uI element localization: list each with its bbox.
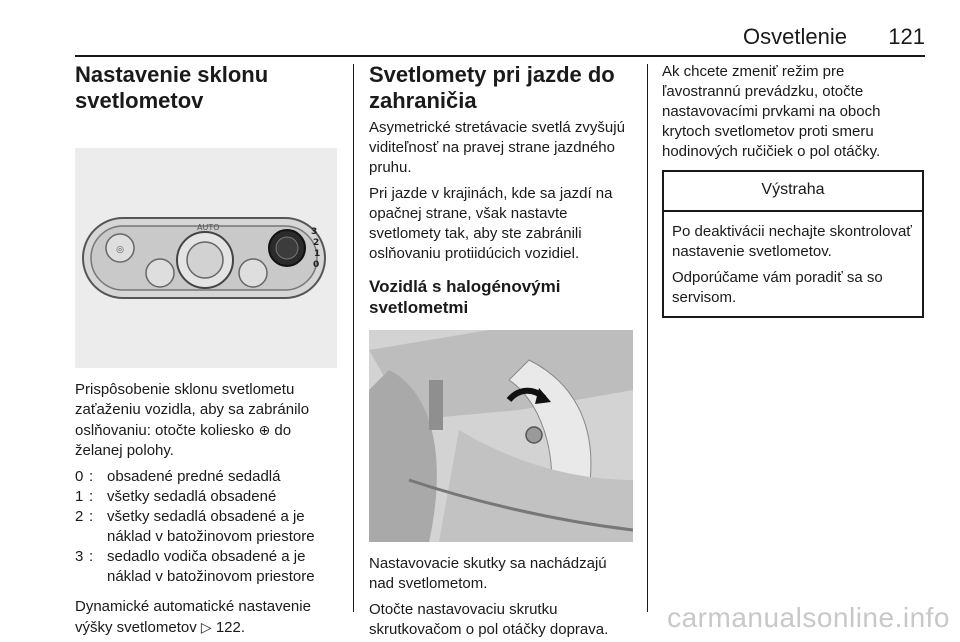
column-divider <box>647 64 648 612</box>
paragraph: Ak chcete zmeniť režim pre ľavostrannú prevádzku, otočte nastavovacími prvkami na oboch krytoch svetlometov proti smeru hodinových ručičiek o pol otáčky. <box>662 63 881 160</box>
light-switch-panel-illustration <box>75 148 337 368</box>
halogen-subheading: Vozidlá s halogénovými svetlometmi <box>369 277 561 317</box>
section-title: Osvetlenie <box>743 24 847 49</box>
wheel-position-label: 2 <box>313 238 320 248</box>
svg-text:◎: ◎ <box>116 245 124 255</box>
paragraph: Asymetrické stretávacie svetlá zvyšujú viditeľnosť na pravej strane jazdného pruhu. <box>369 119 625 176</box>
headlight-range-icon: ⊕ <box>258 422 271 438</box>
driving-abroad-heading: Svetlomety pri jazde do zahraničia <box>369 62 615 113</box>
warning-box <box>662 170 924 318</box>
warning-text: Po deaktivácii nechajte skontrolovať nastavenie svetlometov. <box>672 223 912 260</box>
warning-body <box>664 212 922 316</box>
wheel-position-label: 0 <box>313 260 320 270</box>
auto-label: AUTO <box>197 223 220 232</box>
column-right <box>662 62 924 318</box>
column-divider <box>353 64 354 612</box>
figure-caption: Prispôsobenie sklonu svetlometu zaťaženiu vozidla, aby sa zabránilo oslňovaniu: otočte koliesko ⊕ do želanej polohy. <box>75 381 310 459</box>
wheel-position-label: 3 <box>311 227 318 237</box>
list-item: 0 : obsadené predné sedadlá <box>75 468 281 485</box>
load-positions-list <box>75 467 337 587</box>
paragraph: Nastavovacie skutky sa nachádzajú nad svetlometom. <box>369 555 607 592</box>
headlight-range-heading: Nastavenie sklonu svetlometov <box>75 62 269 113</box>
page-header <box>75 24 925 58</box>
list-item: 1 : všetky sedadlá obsadené <box>75 488 277 505</box>
column-left <box>75 62 337 638</box>
column-middle <box>369 62 633 640</box>
page-reference-icon: ▷ <box>200 619 212 635</box>
warning-text: Odporúčame vám poradiť sa so servisom. <box>672 269 883 306</box>
warning-title: Výstraha <box>664 172 922 212</box>
watermark: carmanualsonline.info <box>667 602 950 633</box>
headlight-adjuster-illustration <box>369 330 633 542</box>
list-item: 3 : sedadlo vodiča obsadené a je náklad v batožinovom priestore <box>75 548 315 585</box>
dynamic-leveling-note: Dynamické automatické nastavenie výšky svetlometov ▷ 122. <box>75 598 311 636</box>
page-reference[interactable]: 122. <box>215 619 246 636</box>
header-rule <box>75 55 925 57</box>
paragraph: Pri jazde v krajinách, kde sa jazdí na opačnej strane, však nastavte svetlomety tak, aby ste zabránili oslňovaniu protiidúcich vozidiel. <box>369 185 613 262</box>
paragraph: Otočte nastavovaciu skrutku skrutkovačom o pol otáčky doprava. <box>369 601 609 638</box>
list-item: 2 : všetky sedadlá obsadené a je náklad v batožinovom priestore <box>75 508 315 545</box>
wheel-position-label: 1 <box>314 249 321 259</box>
light-switch-panel-figure <box>75 148 337 368</box>
headlight-adjuster-figure <box>369 330 633 542</box>
page-number: 121 <box>888 24 925 49</box>
